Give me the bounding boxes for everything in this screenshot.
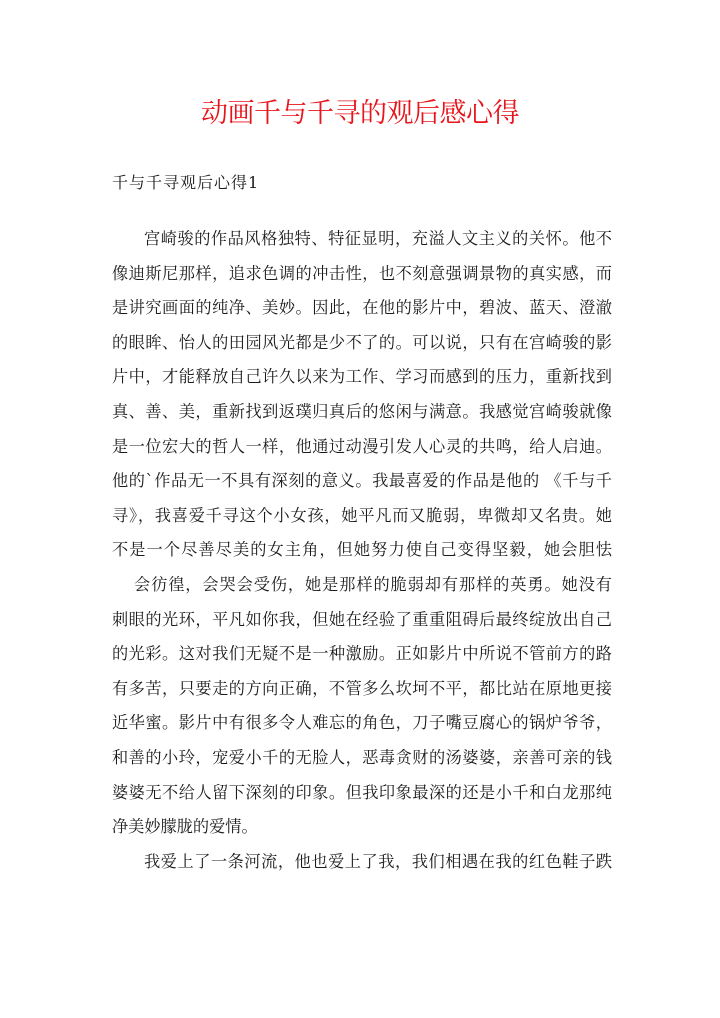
section-heading: 千与千寻观后心得1 — [112, 173, 260, 192]
text-line: 他的`作品无一不具有深刻的意义。我最喜爱的作品是他的 《千与千 — [112, 471, 612, 491]
text-line: 的光彩。这对我们无疑不是一种激励。正如影片中所说不管前方的路 — [112, 644, 612, 664]
text-line: 片中，才能释放自己许久以来为工作、学习而感到的压力，重新找到 — [112, 367, 612, 387]
text-line: 净美妙朦胧的爱情。 — [112, 817, 258, 837]
document-title: 动画千与千寻的观后感心得 — [201, 98, 519, 129]
text-line: 像迪斯尼那样，追求色调的冲击性，也不刻意强调景物的真实感，而 — [112, 263, 612, 283]
text-line: 有多苦，只要走的方向正确，不管多么坎坷不平，都比站在原地更接 — [112, 678, 612, 698]
text-line: 和善的小玲，宠爱小千的无脸人，恶毒贪财的汤婆婆，亲善可亲的钱 — [112, 747, 612, 767]
text-line: 真、善、美，重新找到返璞归真后的悠闲与满意。我感觉宫崎骏就像 — [112, 401, 612, 421]
text-line: 我爱上了一条河流，他也爱上了我，我们相遇在我的红色鞋子跌 — [144, 851, 612, 871]
text-line: 是一位宏大的哲人一样，他通过动漫引发人心灵的共鸣，给人启迪。 — [112, 436, 612, 456]
text-line: 会彷徨，会哭会受伤，她是那样的脆弱却有那样的英勇。她没有 — [134, 574, 612, 594]
text-line: 宫崎骏的作品风格独特、特征显明，充溢人文主义的关怀。他不 — [144, 229, 612, 248]
text-line: 婆婆无不给人留下深刻的印象。但我印象最深的还是小千和白龙那纯 — [112, 782, 612, 802]
body-text — [112, 229, 612, 886]
text-line: 近华蜜。影片中有很多令人难忘的角色，刀子嘴豆腐心的锅炉爷爷， — [112, 713, 612, 733]
text-line: 寻》，我喜爱千寻这个小女孩，她平凡而又脆弱，卑微却又名贵。她 — [112, 505, 612, 525]
text-line: 的眼眸、怡人的田园风光都是少不了的。可以说，只有在宫崎骏的影 — [112, 332, 612, 352]
text-line: 刺眼的光环，平凡如你我，但她在经验了重重阻碍后最终绽放出自己 — [112, 609, 612, 629]
text-line: 不是一个尽善尽美的女主角，但她努力使自己变得坚毅，她会胆怯 — [112, 540, 612, 560]
text-line: 是讲究画面的纯净、美妙。因此，在他的影片中，碧波、蓝天、澄澈 — [112, 298, 612, 318]
